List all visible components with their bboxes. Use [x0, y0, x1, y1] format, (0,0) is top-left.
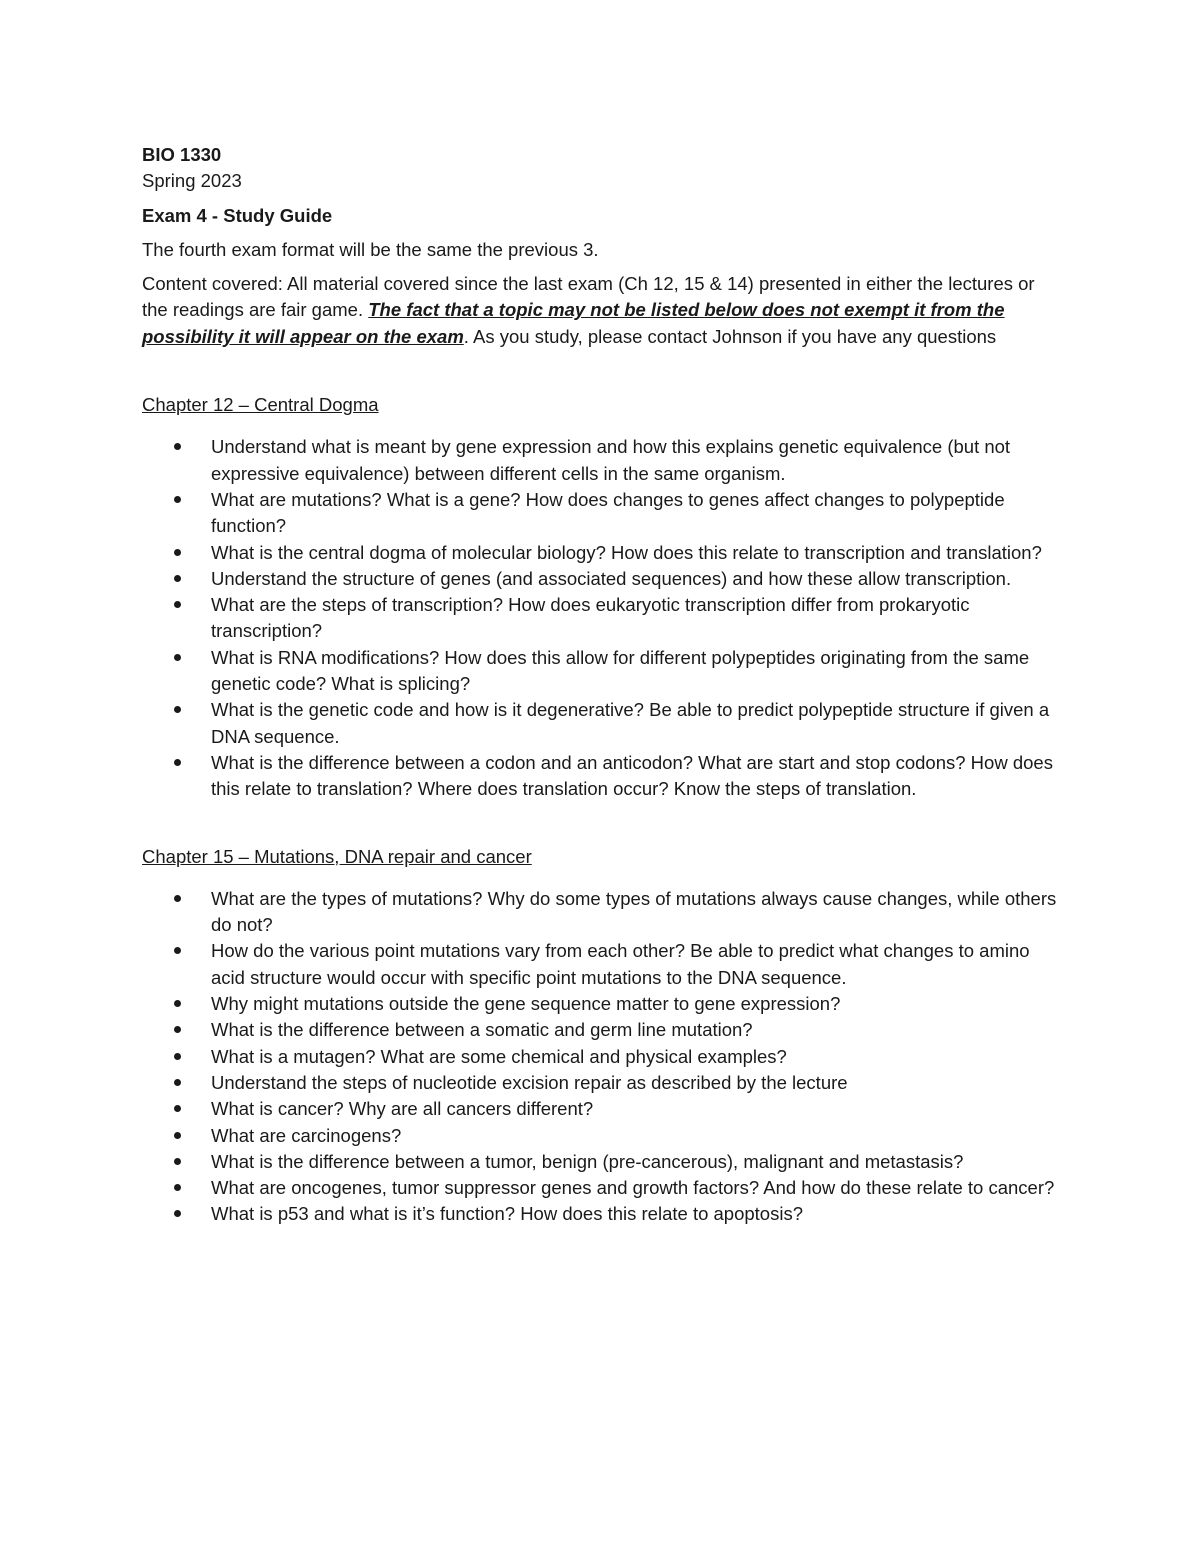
chapter-15-section — [142, 844, 1062, 1228]
bullet-icon — [174, 496, 181, 503]
list-item — [142, 1096, 1062, 1122]
chapter-12-section — [142, 392, 1062, 802]
list-item-text: What is p53 and what is it’s function? How does this relate to apoptosis? — [211, 1203, 803, 1225]
bullet-icon — [174, 443, 181, 450]
term: Spring 2023 — [142, 170, 242, 192]
list-item — [142, 540, 1062, 566]
format-note: The fourth exam format will be the same the previous 3. — [142, 238, 599, 260]
chapter-12-list — [142, 434, 1062, 802]
list-item-text: What are the types of mutations? Why do some types of mutations always cause changes, while others do not? — [211, 887, 1057, 936]
bullet-icon — [174, 1000, 181, 1007]
list-item-text: What is a mutagen? What are some chemical and physical examples? — [211, 1045, 787, 1067]
list-item — [142, 1123, 1062, 1149]
document-page — [142, 142, 1062, 1228]
list-item-text: What is the genetic code and how is it degenerative? Be able to predict polypeptide structure if given a DNA sequence. — [211, 699, 1050, 747]
bullet-icon — [174, 759, 181, 766]
bullet-icon — [174, 1105, 181, 1112]
list-item — [142, 1044, 1062, 1070]
list-item — [142, 1017, 1062, 1043]
list-item — [142, 434, 1062, 487]
list-item — [142, 750, 1062, 803]
list-item-text: How do the various point mutations vary from each other? Be able to predict what changes to amino acid structure would occur with specific point mutations to the DNA sequence. — [211, 940, 1030, 988]
list-item — [142, 566, 1062, 592]
list-item-text: What is the difference between a codon and an anticodon? What are start and stop codons? How does this relate to translation? Where does translation occur? Know the steps of translation. — [211, 751, 1053, 800]
list-item-text: Understand the structure of genes (and associated sequences) and how these allow transcription. — [211, 567, 1012, 589]
list-item-text: What are carcinogens? — [211, 1124, 402, 1146]
list-item-text: What is the difference between a tumor, benign (pre-cancerous), malignant and metastasis? — [211, 1150, 964, 1172]
list-item-text: Why might mutations outside the gene sequence matter to gene expression? — [211, 993, 841, 1015]
list-item-text: Understand what is meant by gene expression and how this explains genetic equivalence (but not expressive equivalence) between different cells in the same organism. — [211, 436, 1011, 484]
list-item — [142, 938, 1062, 991]
bullet-icon — [174, 1210, 181, 1217]
list-item-text: What is cancer? Why are all cancers different? — [211, 1098, 594, 1120]
bullet-icon — [174, 947, 181, 954]
bullet-icon — [174, 706, 181, 713]
content-covered-text: Content covered: All material covered since the last exam (Ch 12, 15 & 14) presented in either the lectures or the readings are fair game. — [142, 273, 1035, 321]
list-item-text: Understand the steps of nucleotide excision repair as described by the lecture — [211, 1071, 848, 1093]
bullet-icon — [174, 575, 181, 582]
list-item — [142, 1175, 1062, 1201]
bullet-icon — [174, 1053, 181, 1060]
list-item-text: What are oncogenes, tumor suppressor genes and growth factors? And how do these relate to cancer? — [211, 1177, 1055, 1199]
list-item-text: What is RNA modifications? How does this allow for different polypeptides originating from the same genetic code? What is splicing? — [211, 646, 1030, 695]
list-item-text: What are mutations? What is a gene? How does changes to genes affect changes to polypeptide function? — [211, 488, 1005, 537]
exam-title: Exam 4 - Study Guide — [142, 204, 333, 226]
list-item — [142, 697, 1062, 750]
list-item — [142, 886, 1062, 939]
chapter-15-list — [142, 886, 1062, 1228]
list-item — [142, 1070, 1062, 1096]
chapter-12-heading: Chapter 12 – Central Dogma — [142, 394, 379, 416]
course-code: BIO 1330 — [142, 144, 222, 165]
content-covered-closing: . As you study, please contact Johnson if you have any questions — [463, 325, 997, 347]
list-item-text: What is the central dogma of molecular biology? How does this relate to transcription and translation? — [211, 541, 1042, 563]
bullet-icon — [174, 1158, 181, 1165]
list-item — [142, 592, 1062, 645]
bullet-icon — [174, 1026, 181, 1033]
bullet-icon — [174, 1184, 181, 1191]
list-item-text: What are the steps of transcription? How does eukaryotic transcription differ from prokaryotic transcription? — [211, 594, 970, 642]
list-item — [142, 991, 1062, 1017]
content-covered-paragraph — [142, 271, 1062, 350]
chapter-15-heading: Chapter 15 – Mutations, DNA repair and cancer — [142, 845, 532, 867]
list-item — [142, 487, 1062, 540]
bullet-icon — [174, 1132, 181, 1139]
bullet-icon — [174, 549, 181, 556]
bullet-icon — [174, 601, 181, 608]
emphasis-note: The fact that a topic may not be listed below does not exempt it from the possibility it will appear on the exam — [142, 299, 1005, 347]
list-item — [142, 645, 1062, 698]
bullet-icon — [174, 1079, 181, 1086]
list-item — [142, 1201, 1062, 1227]
list-item — [142, 1149, 1062, 1175]
list-item-text: What is the difference between a somatic and germ line mutation? — [211, 1019, 753, 1041]
bullet-icon — [174, 895, 181, 902]
bullet-icon — [174, 654, 181, 661]
